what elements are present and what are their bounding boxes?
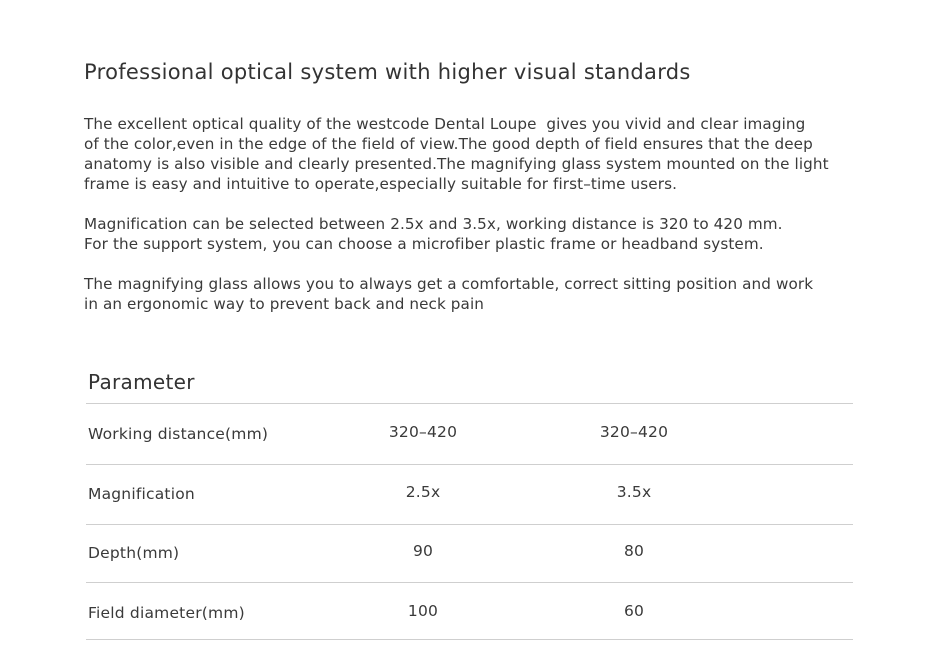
row-value: 90	[412, 542, 434, 560]
row-value: 100	[407, 602, 439, 620]
table-divider	[86, 582, 853, 583]
paragraph-line: Magnification can be selected between 2.5x and 3.5x, working distance is 320 to 420 mm.	[84, 215, 783, 233]
row-value: 3.5x	[616, 483, 652, 501]
row-value: 320–420	[388, 423, 458, 441]
paragraph-line: of the color,even in the edge of the field of view.The good depth of field ensures that the deep	[84, 135, 813, 153]
magnification-paragraph	[84, 214, 783, 254]
ergonomics-paragraph	[84, 274, 813, 314]
page-heading: Professional optical system with higher visual standards	[84, 60, 691, 84]
row-value: 80	[623, 542, 645, 560]
intro-paragraph	[84, 114, 829, 194]
row-label: Magnification	[88, 485, 195, 503]
row-value: 60	[623, 602, 645, 620]
paragraph-line: frame is easy and intuitive to operate,especially suitable for first–time users.	[84, 175, 678, 193]
paragraph-line: The excellent optical quality of the westcode Dental Loupe gives you vivid and clear imaging	[84, 115, 806, 133]
row-label: Working distance(mm)	[88, 425, 269, 443]
paragraph-line: The magnifying glass allows you to always get a comfortable, correct sitting position and work	[84, 275, 814, 293]
table-divider	[86, 403, 853, 404]
row-value: 2.5x	[405, 483, 441, 501]
paragraph-line: For the support system, you can choose a microfiber plastic frame or headband system.	[84, 235, 764, 253]
row-label: Depth(mm)	[88, 544, 180, 562]
table-divider	[86, 639, 853, 640]
parameter-table-title: Parameter	[88, 370, 195, 394]
row-label: Field diameter(mm)	[88, 604, 245, 622]
paragraph-line: anatomy is also visible and clearly presented.The magnifying glass system mounted on the light	[84, 155, 829, 173]
paragraph-line: in an ergonomic way to prevent back and neck pain	[84, 295, 485, 313]
table-divider	[86, 464, 853, 465]
table-divider	[86, 524, 853, 525]
row-value: 320–420	[599, 423, 669, 441]
